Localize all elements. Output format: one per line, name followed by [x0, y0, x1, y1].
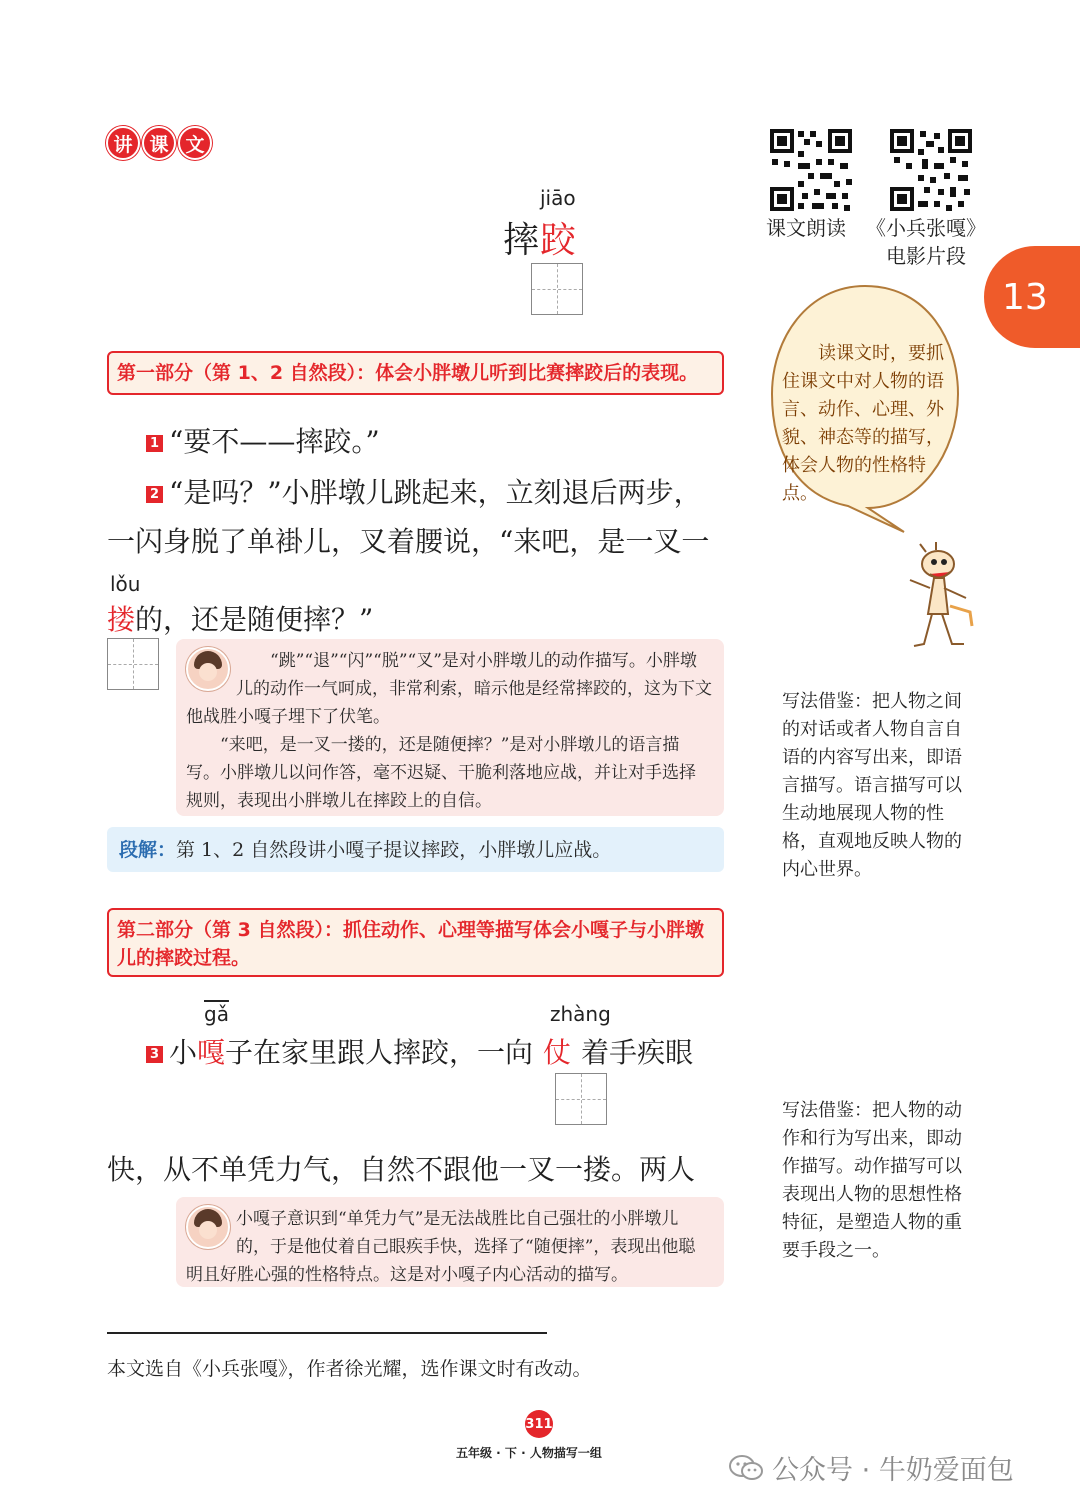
paragraph-number: 2 — [146, 486, 163, 503]
paragraph-3-line-1 — [146, 1031, 693, 1071]
pinyin-zhang: zhàng — [550, 1002, 611, 1026]
paragraph-text: 的，还是随便摔？” — [135, 603, 374, 636]
section-banner-text: 第二部分（第 3 自然段）：抓住动作、心理等描写体会小嘎子与小胖墩儿的摔跤过程。 — [117, 919, 704, 969]
writing-grid-box — [531, 263, 583, 315]
badge-char: 课 — [142, 126, 176, 160]
writing-grid-box — [107, 638, 159, 690]
summary-text: 第 1、2 自然段讲小嘎子提议摔跤，小胖墩儿应战。 — [176, 839, 612, 861]
writing-tip-1: 写法借鉴：把人物之间的对话或者人物自言自语的内容写出来，即语言描写。语言描写可以生动地展现人物的性格，直观地反映人物的内心世界。 — [782, 691, 962, 880]
section-banner-1 — [107, 351, 724, 395]
paragraph-3-line-2: 快，从不单凭力气，自然不跟他一叉一搂。两人 — [107, 1153, 696, 1186]
new-character-lou: 搂 — [107, 603, 136, 636]
paragraph-2-line-3 — [107, 598, 373, 638]
qr-label-film: 《小兵张嘎》 — [866, 216, 986, 240]
footnote-divider — [107, 1332, 547, 1334]
annotation-note-1 — [176, 639, 724, 816]
paragraph-number: 3 — [146, 1046, 163, 1063]
paragraph-text: 着手疾眼 — [581, 1036, 694, 1069]
paragraph-text: 子在家里跟人摔跤，一向 — [225, 1036, 534, 1069]
note-text-1: “跳”“退”“闪”“脱”“叉”是对小胖墩儿的动作描写。小胖墩儿的动作一气呵成，非常利索，暗示他是经常摔跤的，这为下文他战胜小嘎子埋下了伏笔。 — [186, 651, 712, 727]
note-text-2: “来吧，是一叉一搂的，还是随便摔？”是对小胖墩儿的语言描写。小胖墩儿以问作答，毫不迟疑、干脆利落地应战，并让对手选择规则，表现出小胖墩儿在摔跤上的自信。 — [186, 735, 696, 811]
pinyin-lou: lǒu — [110, 572, 141, 596]
teacher-avatar-icon — [186, 1205, 230, 1249]
qr-label-reading: 课文朗读 — [766, 216, 846, 240]
cartoon-character-icon — [890, 540, 980, 650]
paragraph-text: “是吗？”小胖墩儿跳起来，立刻退后两步， — [169, 476, 702, 509]
note-text-3: 小嘎子意识到“单凭力气”是无法战胜比自己强壮的小胖墩儿的，于是他仗着自己眼疾手快，选择了“随便摔”，表现出他聪明且好胜心强的性格特点。这是对小嘎子内心活动的描写。 — [186, 1209, 696, 1285]
lesson-badge — [106, 126, 212, 160]
summary-label: 段解： — [119, 839, 177, 861]
chapter-number: 13 — [1002, 276, 1048, 318]
writing-grid-box — [555, 1073, 607, 1125]
writing-tip-2: 写法借鉴：把人物的动作和行为写出来，即动作描写。动作描写可以表现出人物的思想性格特征，是塑造人物的重要手段之一。 — [782, 1100, 962, 1261]
paragraph-2-line-1 — [146, 471, 702, 511]
new-character-ga: 嘎 — [197, 1036, 226, 1069]
qr-code-film-clip[interactable] — [888, 127, 974, 213]
reading-tip: 读课文时，要抓住课文中对人物的语言、动作、心理、外貌、神态等的描写，体会人物的性格特点。 — [782, 343, 944, 504]
title-pinyin: jiāo — [540, 186, 576, 210]
paragraph-text: 小 — [169, 1036, 198, 1069]
qr-code-reading[interactable] — [768, 127, 854, 213]
paragraph-2-line-2: 一闪身脱了单褂儿，叉着腰说，“来吧，是一叉一 — [107, 525, 710, 558]
page-number: 311 — [525, 1410, 553, 1438]
title-char-new: 跤 — [540, 220, 578, 261]
annotation-note-2 — [176, 1197, 724, 1287]
badge-char: 文 — [178, 126, 212, 160]
paragraph-summary — [107, 827, 724, 872]
title-char: 摔 — [503, 220, 541, 261]
wechat-icon — [728, 1454, 764, 1482]
chapter-number-tab — [984, 246, 1080, 348]
paragraph-1 — [146, 420, 380, 460]
teacher-avatar-icon — [186, 647, 230, 691]
qr-label-film-line2: 电影片段 — [886, 244, 966, 268]
watermark — [728, 1448, 1014, 1487]
page-title — [503, 212, 577, 263]
paragraph-number: 1 — [146, 435, 163, 452]
paragraph-text: “要不——摔跤。” — [169, 425, 380, 458]
source-note: 本文选自《小兵张嘎》，作者徐光耀，选作课文时有改动。 — [107, 1358, 592, 1380]
badge-char: 讲 — [106, 126, 140, 160]
footer-breadcrumb: 五年级 · 下 · 人物描写一组 — [456, 1446, 602, 1460]
pinyin-ga: $\overline{gǎ}$ — [204, 1002, 229, 1026]
watermark-text: 公众号 · 牛奶爱面包 — [772, 1455, 1014, 1486]
new-character-zhang: 仗 — [543, 1036, 572, 1069]
section-banner-text: 第一部分（第 1、2 自然段）：体会小胖墩儿听到比赛摔跤后的表现。 — [117, 362, 699, 384]
section-banner-2 — [107, 908, 724, 977]
